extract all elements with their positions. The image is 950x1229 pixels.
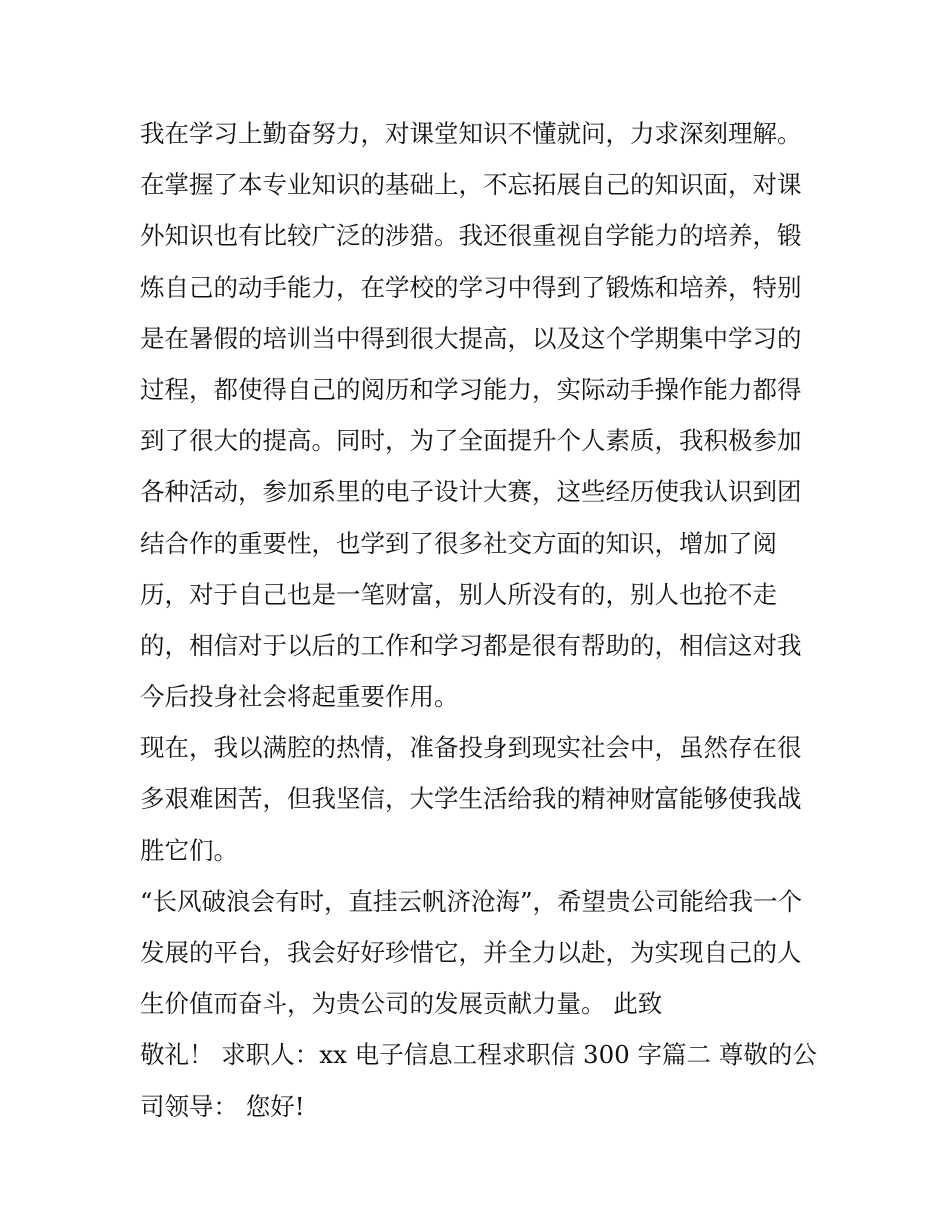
text-line: 司领导： 您好!: [140, 1091, 305, 1121]
text-line: 发展的平台，我会好好珍惜它，并全力以赴，为实现自己的人: [140, 938, 802, 967]
text-line: 现在，我以满腔的热情，准备投身到现实社会中，虽然存在很: [140, 733, 802, 763]
text-line: 是在暑假的培训当中得到很大提高，以及这个学期集中学习的: [140, 323, 802, 353]
text-line: 敬礼！ 求职人：xx 电子信息工程求职信 300 字篇二 尊敬的公: [140, 1040, 817, 1070]
text-line: 多艰难困苦，但我坚信，大学生活给我的精神财富能够使我战: [140, 784, 802, 814]
text-line: 炼自己的动手能力，在学校的学习中得到了锻炼和培养，特别: [140, 272, 802, 302]
text-line: 结合作的重要性，也学到了很多社交方面的知识，增加了阅: [140, 528, 777, 558]
text-line: 过程，都使得自己的阅历和学习能力，实际动手操作能力都得: [140, 374, 802, 404]
text-line: 外知识也有比较广泛的涉猎。我还很重视自学能力的培养，锻: [140, 221, 802, 251]
text-line: “长风破浪会有时，直挂云帆济沧海”，希望贵公司能给我一个: [140, 886, 803, 916]
document-body: [140, 108, 820, 1132]
text-line: 各种活动，参加系里的电子设计大赛，这些经历使我认识到团: [140, 477, 802, 507]
text-line: 今后投身社会将起重要作用。: [140, 682, 459, 712]
text-line: 生价值而奋斗，为贵公司的发展贡献力量。 此致: [140, 989, 663, 1019]
text-line: 胜它们。: [140, 835, 238, 865]
text-line: 在掌握了本专业知识的基础上，不忘拓展自己的知识面，对课: [140, 170, 802, 200]
text-line: 历，对于自己也是一笔财富，别人所没有的，别人也抢不走: [140, 579, 777, 609]
text-line: 我在学习上勤奋努力，对课堂知识不懂就问，力求深刻理解。: [140, 119, 802, 148]
text-line: 的，相信对于以后的工作和学习都是很有帮助的，相信这对我: [140, 630, 802, 660]
text-line: 到了很大的提高。同时，为了全面提升个人素质，我积极参加: [140, 426, 802, 456]
